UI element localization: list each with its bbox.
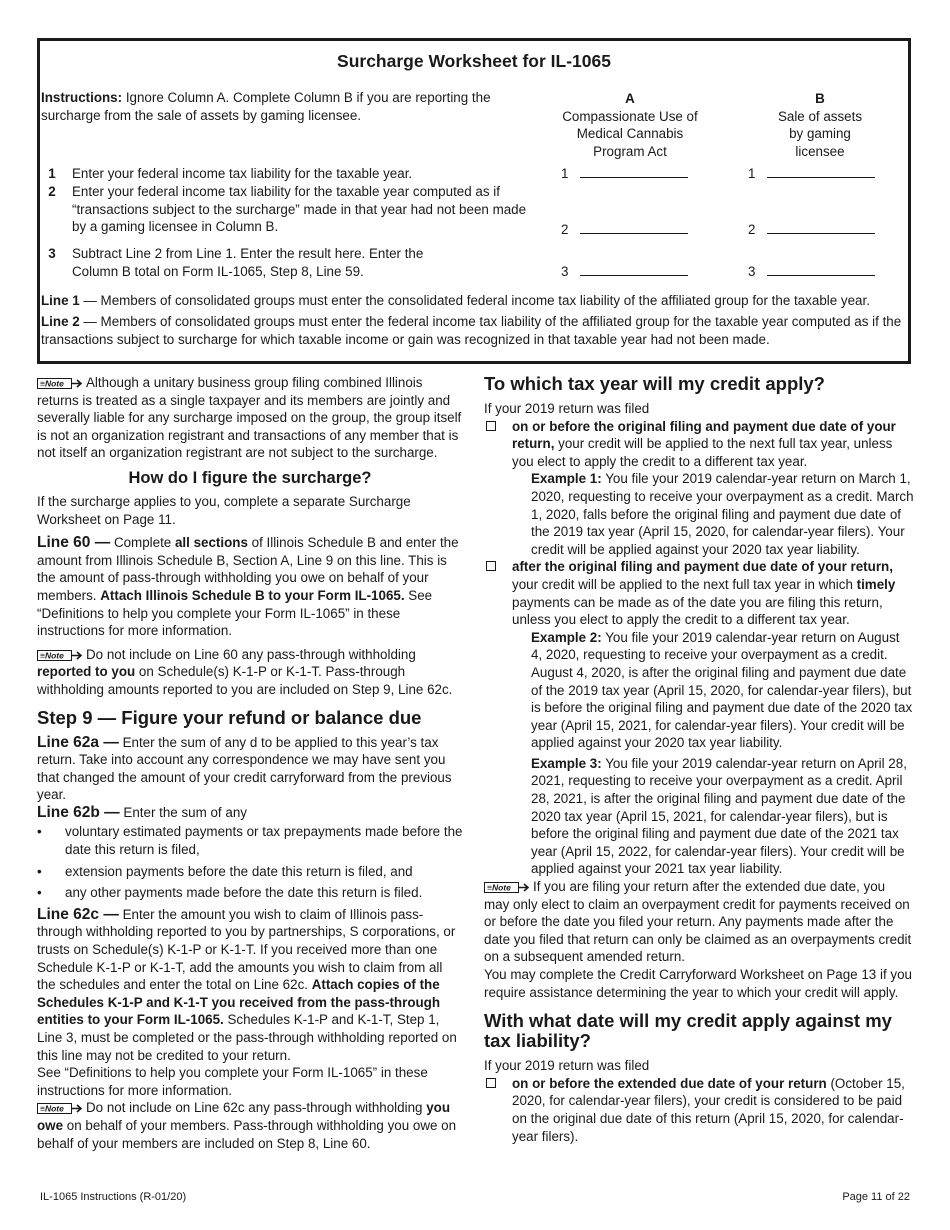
entry-label: 3 <box>561 264 569 279</box>
line-62c-see-definitions: See “Definitions to help you complete your Form IL-1065” in these instructions for more information. <box>37 1065 428 1098</box>
entry-label: 2 <box>748 222 756 237</box>
line-62a-label: Line 62a — <box>37 733 119 751</box>
amount-field[interactable] <box>580 165 688 178</box>
example-label: Example 2: <box>531 629 602 645</box>
svg-text:≡Note: ≡Note <box>40 650 64 661</box>
note-text: — Members of consolidated groups must enter the consolidated federal income tax liability of the affiliated group for the taxable year. <box>79 293 870 308</box>
amount-field[interactable] <box>767 263 875 276</box>
note-label: Line 2 <box>41 314 80 329</box>
credit-year-heading: To which tax year will my credit apply? <box>484 373 825 394</box>
option-on-or-before <box>484 418 914 471</box>
text: Enter the sum of any <box>119 804 247 820</box>
note-arrow-icon <box>37 378 83 388</box>
line-60-paragraph <box>37 534 463 640</box>
checkbox-icon <box>486 1078 496 1088</box>
option-extended-due-date <box>484 1075 914 1145</box>
text: See “Definitions to help you complete your Form IL-1065” in these instructions for more information. <box>37 587 433 639</box>
amount-field[interactable] <box>580 221 688 234</box>
line-62b-paragraph <box>37 804 463 822</box>
list-item: • extension payments before the date this return is filed, and <box>37 863 463 881</box>
text: your credit will be applied to the next full tax year, unless you elect to apply the credit to a different tax year. <box>512 436 893 469</box>
bold-text: on or before the original filing and payment due date of your return, <box>512 418 896 452</box>
example-1 <box>484 470 914 558</box>
bold-text: Attach Illinois Schedule B to your Form IL-1065. <box>100 587 405 603</box>
unitary-note <box>37 374 463 462</box>
credit-year-intro: If your 2019 return was filed <box>484 401 650 416</box>
text: on Schedule(s) K-1-P or K-1-T. Pass-through withholding amounts reported to you are included on Step 9, Line 62c. <box>37 664 453 697</box>
svg-text:≡Note: ≡Note <box>487 882 511 893</box>
line-1-col-a-entry <box>561 165 688 183</box>
note-arrow-icon <box>484 882 530 892</box>
step-9-heading: Step 9 — Figure your refund or balance due <box>37 706 422 728</box>
line-2-col-a-entry <box>561 221 688 239</box>
line-3-col-a-entry <box>561 263 688 281</box>
text: Enter the amount you wish to claim of Illinois pass-through withholding reported to you by partnerships, S corporations, or trusts on Schedule(s) K-1-P or K-1-T. If you received more than one Schedule K-1-P or K-1-T, add the amounts you wish to claim from all the schedules and enter the total on Line 62c. <box>37 906 456 993</box>
checkbox-icon <box>486 561 496 571</box>
carryforward-text: You may complete the Credit Carryforward Worksheet on Page 13 if you require assistance determining the year to which your credit will apply. <box>484 967 912 1000</box>
line-1-text: Enter your federal income tax liability for the taxable year. <box>72 166 413 181</box>
line-1-col-b-entry <box>748 165 875 183</box>
text: Schedules K-1-P and K-1-T, Step 1, Line 3, must be completed or the pass-through withholding reported on this line may not be credited to your return. <box>37 1012 457 1063</box>
note-arrow-icon <box>37 650 83 660</box>
bold-text: reported to you <box>37 664 136 680</box>
entry-label: 3 <box>748 264 756 279</box>
bold-text: all sections <box>174 535 248 551</box>
note-label: Line 1 <box>41 293 80 308</box>
note-text: Although a unitary business group filing combined Illinois returns is treated as a single taxpayer and its members are jointly and severally liable for any surcharge imposed on the group, the group itself is not an organization registrant and transactions of any member that is not itself an organization registrant are not subject to the surcharge. <box>37 375 462 461</box>
instructions-text: Ignore Column A. Complete Column B if you are reporting the surcharge from the sale of assets by gaming licensee. <box>41 90 491 123</box>
worksheet-instructions <box>41 89 511 124</box>
line-1-note <box>41 292 909 310</box>
example-2 <box>484 629 914 752</box>
checkbox-icon <box>486 421 496 431</box>
list-item: • any other payments made before the date this return is filed. <box>37 884 463 902</box>
text: your credit will be applied to the next full tax year in which <box>512 576 857 592</box>
extended-due-date-note <box>484 878 914 966</box>
footer-form-id: IL-1065 Instructions (R-01/20) <box>40 1191 187 1203</box>
text: Complete <box>110 535 175 551</box>
line-60-label: Line 60 — <box>37 534 111 552</box>
bold-text: timely <box>856 576 896 592</box>
left-column <box>37 374 463 1152</box>
line-number: 2 <box>48 184 56 199</box>
line-number: 3 <box>48 246 56 261</box>
option-after <box>484 558 914 628</box>
line-62c-note <box>37 1099 463 1152</box>
line-3-col-b-entry <box>748 263 875 281</box>
column-a-description: Compassionate Use of Medical Cannabis Program Act <box>562 108 698 159</box>
bold-text: Attach copies of the Schedules K-1-P and K-1-T you received from the pass-through entities to your Form IL-1065. <box>37 977 441 1028</box>
text: If you are filing your return after the extended due date, you may only elect to claim an overpayment credit for payments received on or before the date you filed your return. Any payments made after the date you filed that return can only be claimed as an overpayments credit on a subsequent amended return. <box>484 879 912 965</box>
bold-text: you owe <box>37 1100 451 1133</box>
amount-field[interactable] <box>767 165 875 178</box>
list-item: • voluntary estimated payments or tax prepayments made before the date this return is filed, <box>37 823 463 858</box>
text: Do not include on Line 60 any pass-through withholding <box>86 646 416 662</box>
entry-label: 1 <box>561 166 569 181</box>
example-label: Example 3: <box>531 755 602 771</box>
line-2-text: Enter your federal income tax liability for the taxable year computed as if “transactions subject to the surcharge” made in that year had not been made by a gaming licensee in Column B. <box>72 184 527 235</box>
line-62c-paragraph <box>37 906 463 1064</box>
entry-label: 1 <box>748 166 756 181</box>
right-column <box>484 374 914 1145</box>
note-arrow-icon <box>37 1103 83 1113</box>
column-b-letter: B <box>815 91 825 106</box>
text: You file your 2019 calendar-year return on April 28, 2021, requesting to receive your overpayment as a credit. April 28, 2021, is after the original filing and payment due date of the 2020 tax year (April 15, 2021, for calendar-year filers), but is before the original filing and payment due date of the 2021 tax year (April 15, 2022, for calendar-year filers). Your credit will be applied against your 2021 tax year liability. <box>531 755 907 877</box>
surcharge-worksheet <box>37 38 911 364</box>
text: of Illinois Schedule B and enter the amount from Illinois Schedule B, Section A, Line 9 on this line. This is the amount of pass-through withholding you owe on behalf of your members. <box>37 535 459 603</box>
instructions-label: Instructions: <box>41 90 123 105</box>
line-3-text: Subtract Line 2 from Line 1. Enter the result here. Enter the Column B total on Form IL-1065, Step 8, Line 59. <box>72 246 424 279</box>
credit-date-heading: With what date will my credit apply against my tax liability? <box>484 1010 892 1052</box>
column-a-letter: A <box>625 91 635 106</box>
entry-label: 2 <box>561 222 569 237</box>
how-figure-heading: How do I figure the surcharge? <box>128 468 372 487</box>
text: on behalf of your members. Pass-through withholding you owe on behalf of your members are included on Step 8, Line 60. <box>37 1117 457 1151</box>
how-figure-text: If the surcharge applies to you, complete a separate Surcharge Worksheet on Page 11. <box>37 493 411 527</box>
text: Do not include on Line 62c any pass-through withholding <box>86 1100 427 1116</box>
line-62a-paragraph <box>37 734 463 804</box>
svg-text:≡Note: ≡Note <box>40 1103 64 1114</box>
text: You file your 2019 calendar-year return on March 1, 2020, requesting to receive your overpayment as a credit. March 1, 2020, falls before the original filing and payment due date of the 2019 tax year (April 15, 2020, for calendar-year filers). Your credit will be applied against your 2020 tax year liability. <box>531 471 914 557</box>
line-number: 1 <box>48 166 56 181</box>
line-62b-list <box>37 823 463 901</box>
line-2-col-b-entry <box>748 221 875 239</box>
credit-date-intro: If your 2019 return was filed <box>484 1058 650 1074</box>
example-3 <box>484 755 914 878</box>
column-b-description: Sale of assets by gaming licensee <box>777 108 863 159</box>
line-62b-label: Line 62b — <box>37 803 120 821</box>
bold-text: on or before the extended due date of your return <box>512 1075 827 1091</box>
svg-text:≡Note: ≡Note <box>40 378 64 389</box>
column-b-header <box>750 90 890 160</box>
text: Enter the sum of any d to be applied to this year’s tax return. Take into account any correspondence we may have sent you that changed the amount of your credit carryforward from the previous year. <box>37 734 452 803</box>
amount-field[interactable] <box>580 263 688 276</box>
text: You file your 2019 calendar-year return on August 4, 2020, requesting to receive your overpayment as a credit. August 4, 2020, is after the original filing and payment due date of the 2019 tax year (April 15, 2020, for calendar-year filers), but is before the original filing and payment due date of the 2020 tax year (April 15, 2021, for calendar-year filers). Your credit will be applied against your 2020 tax year liability. <box>531 629 913 751</box>
text: payments can be made as of the date you are filing this return, unless you elect to apply the credit to a different tax year. <box>512 594 883 628</box>
line-62c-label: Line 62c — <box>37 905 119 923</box>
note-text: — Members of consolidated groups must enter the federal income tax liability of the affiliated group for the taxable year computed as if the transactions subject to surcharge for which taxable income or gain was recognized in that taxable year had not been made. <box>41 314 902 347</box>
example-label: Example 1: <box>531 471 602 487</box>
bold-text: after the original filing and payment due date of your return, <box>512 559 893 575</box>
worksheet-title: Surcharge Worksheet for IL-1065 <box>337 51 611 71</box>
line-2-note <box>41 313 909 348</box>
amount-field[interactable] <box>767 221 875 234</box>
column-a-header <box>550 90 710 160</box>
line-60-note <box>37 646 463 699</box>
text: (October 15, 2020, for calendar-year filers), your credit is considered to be paid on the original due date of this return (April 15, 2020, for calendar-year filers). <box>512 1075 905 1144</box>
footer-page-number: Page 11 of 22 <box>842 1191 910 1203</box>
